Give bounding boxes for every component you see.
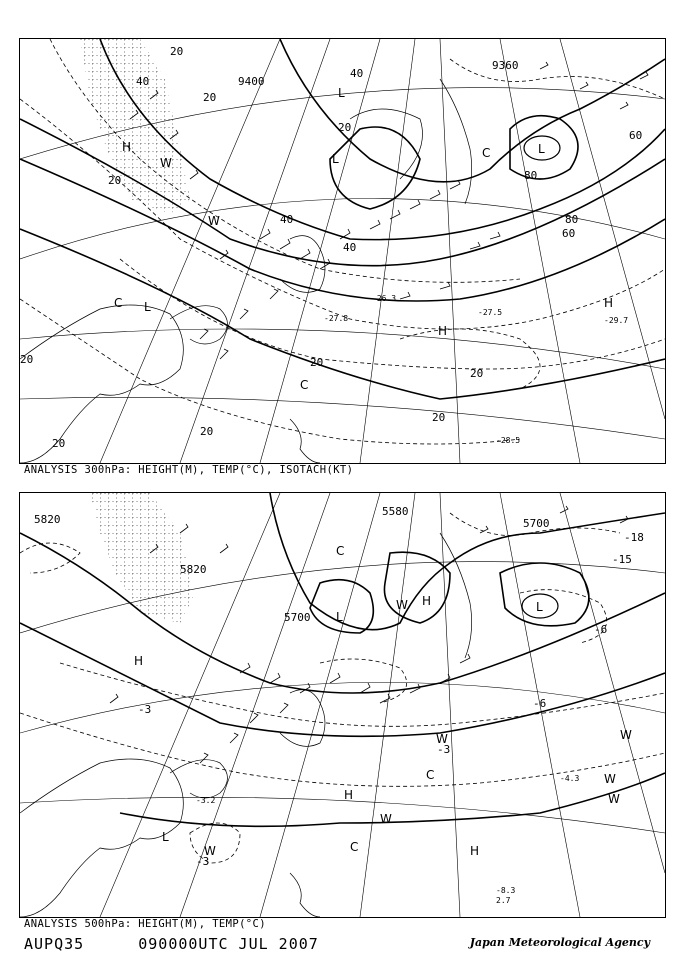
- contour-label: 20: [338, 121, 352, 134]
- contour-label: 60: [562, 227, 576, 240]
- contour-label: 5700: [284, 611, 311, 624]
- station-value: -27.5: [478, 308, 503, 317]
- contour-label: 5580: [382, 505, 409, 518]
- low-center: L: [336, 610, 343, 624]
- cold-center: C: [426, 768, 435, 782]
- station-value: -29.7: [604, 316, 629, 325]
- low-center: L: [332, 152, 339, 166]
- wind-barbs: [110, 506, 628, 763]
- contour-label: 80: [524, 169, 538, 182]
- contour-label: 20: [20, 353, 34, 366]
- cold-center: C: [350, 840, 359, 854]
- station-value: -28.5: [496, 436, 521, 445]
- contour-label: -3: [138, 703, 152, 716]
- low-center: L: [162, 830, 169, 844]
- low-center: L: [536, 600, 543, 614]
- contour-label: 40: [343, 241, 357, 254]
- cold-center: C: [336, 544, 345, 558]
- chart-footer: [24, 935, 319, 953]
- cold-center: C: [114, 296, 123, 310]
- contour-label: 9360: [492, 59, 519, 72]
- centers: [134, 544, 632, 858]
- contour-label: 40: [350, 67, 364, 80]
- high-center: H: [470, 844, 480, 858]
- warm-center: W: [604, 772, 616, 786]
- panel-caption-300hpa: ANALYSIS 300hPa: HEIGHT(M), TEMP(°C), ISOTACH(KT): [24, 464, 354, 476]
- coastlines: [20, 533, 472, 917]
- valid-time: 090000UTC JUL 2007: [138, 935, 319, 953]
- warm-center: W: [160, 156, 172, 170]
- chart-id: AUPQ35: [24, 935, 85, 953]
- contour-label: 5820: [34, 513, 61, 526]
- hatched-area: [80, 39, 190, 214]
- contour-label: 40: [136, 75, 150, 88]
- contour-label: -18: [624, 531, 644, 544]
- contour-label: 20: [170, 45, 184, 58]
- contour-label: 40: [280, 213, 294, 226]
- station-values: [196, 774, 579, 905]
- analysis-300hpa-map: [19, 38, 666, 464]
- low-center: L: [144, 300, 151, 314]
- contour-label: 20: [310, 356, 324, 369]
- contour-label: -6: [594, 623, 608, 636]
- contour-label: 9400: [238, 75, 265, 88]
- station-value: -27.8: [324, 314, 349, 323]
- contour-label: 20: [108, 174, 122, 187]
- high-center: H: [438, 324, 448, 338]
- high-center: H: [344, 788, 354, 802]
- contour-label: -6: [533, 697, 547, 710]
- contour-label: -3: [196, 855, 210, 868]
- station-value: -4.3: [560, 774, 580, 783]
- analysis-500hpa-map: [19, 492, 666, 918]
- cold-center: C: [300, 378, 309, 392]
- warm-center: W: [208, 214, 220, 228]
- contour-label: 20: [470, 367, 484, 380]
- contour-label: 20: [203, 91, 217, 104]
- station-value: 2.7: [496, 896, 511, 905]
- station-value: -8.3: [496, 886, 516, 895]
- hatched-area: [90, 493, 195, 623]
- station-value: -26.3: [372, 294, 397, 303]
- low-center: L: [538, 142, 545, 156]
- map-300hpa-svg: [20, 39, 665, 463]
- low-center: L: [338, 86, 345, 100]
- contour-label: 80: [565, 213, 579, 226]
- panel-caption-500hpa: ANALYSIS 500hPa: HEIGHT(M), TEMP(°C): [24, 918, 266, 930]
- map-500hpa-svg: [20, 493, 665, 917]
- high-center: H: [604, 296, 614, 310]
- warm-center: W: [436, 732, 448, 746]
- high-center: H: [122, 140, 132, 154]
- high-center: H: [422, 594, 432, 608]
- contour-label: -3: [437, 743, 451, 756]
- warm-center: W: [620, 728, 632, 742]
- cold-center: C: [482, 146, 491, 160]
- warm-center: W: [204, 844, 216, 858]
- contour-label: 20: [52, 437, 66, 450]
- agency-name: Japan Meteorological Agency: [469, 936, 650, 949]
- contour-label: 5820: [180, 563, 207, 576]
- warm-center: W: [396, 598, 408, 612]
- warm-center: W: [608, 792, 620, 806]
- warm-center: W: [380, 812, 392, 826]
- contour-label: -15: [612, 553, 632, 566]
- contour-label: 20: [432, 411, 446, 424]
- station-value: -3.2: [196, 796, 216, 805]
- contour-label: 20: [200, 425, 214, 438]
- contour-label: 60: [629, 129, 643, 142]
- high-center: H: [134, 654, 144, 668]
- contour-label: 5700: [523, 517, 550, 530]
